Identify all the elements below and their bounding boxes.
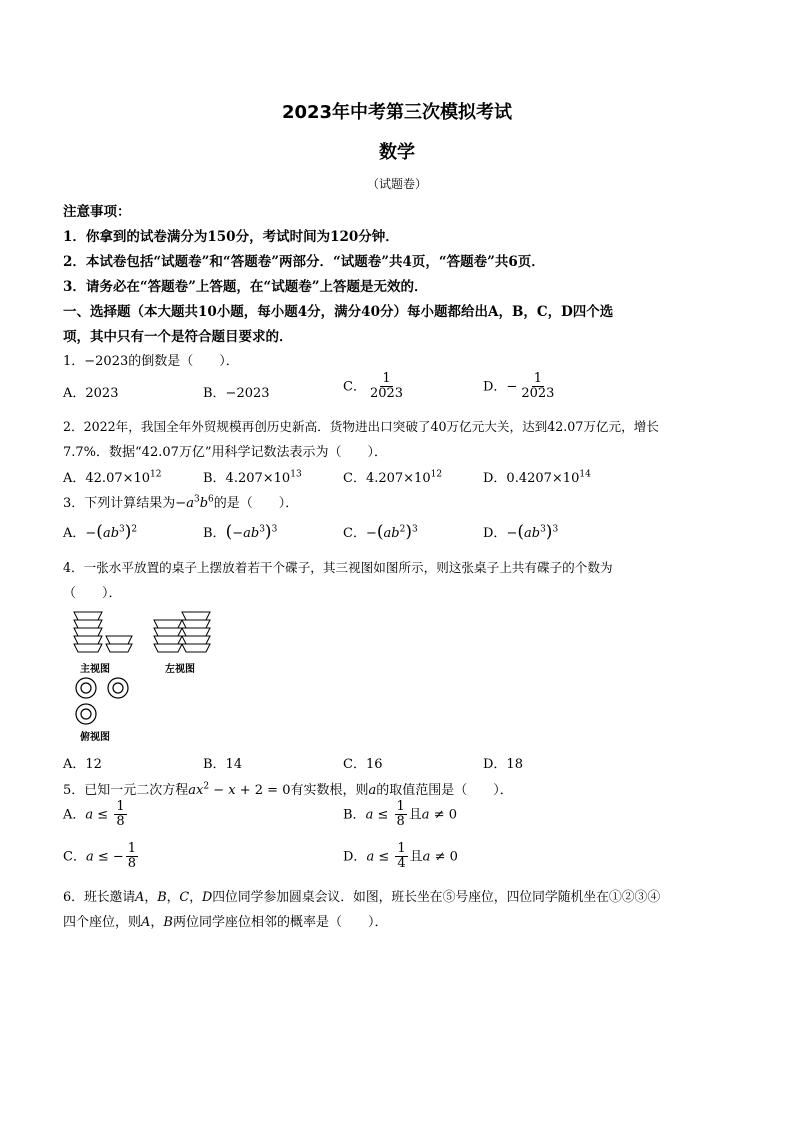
q3-stem-post: 的是（ ）． xyxy=(213,496,299,511)
front-view-right-stack xyxy=(106,636,132,652)
q4-option-c: C．16 xyxy=(343,757,383,772)
q5-b-numerator: 1 xyxy=(396,799,405,814)
q6-line1-mid: 四位同学参加圆桌会议．如图，班长坐在⑤号座位，四位同学随机坐在①②③④ xyxy=(212,890,661,905)
q3-option-c: C．$-(ab^2)^3$ xyxy=(343,522,418,542)
q5-stem-mid: 有实数根，则 xyxy=(290,783,369,798)
section1-line2: 项，其中只有一个是符合题目要求的． xyxy=(63,329,293,345)
top-view-circles xyxy=(76,678,128,724)
q6-line2: 四个座位，则A，B两位同学座位相邻的概率是（ ）． xyxy=(63,915,388,930)
q1-option-c-label: C． xyxy=(343,379,366,395)
q5-option-b: B．a ≤ $\frac{1}{8}$ 且a ≠ 0 xyxy=(343,799,457,830)
front-view-label: 主视图 xyxy=(80,664,110,675)
front-view-left-stack xyxy=(74,612,102,652)
q1-stem: 1．−2023的倒数是（ ）． xyxy=(63,354,239,369)
q2-line1: 2．2022年，我国全年外贸规模再创历史新高．货物进出口突破了40万亿元大关，达到42.07万亿元，增长 xyxy=(63,419,659,434)
q5-b-denominator: 8 xyxy=(396,814,405,830)
q4-option-d: D．18 xyxy=(483,757,523,772)
q5-stem: 5．已知一元二次方程$ax^2 - x + 2 = 0$有实数根，则a的取值范围是（ ）． xyxy=(63,781,513,798)
q1-option-a: A．2023 xyxy=(63,386,119,401)
q2-c-text: C．4.207×10 xyxy=(343,471,431,486)
q4-line2: （ ）． xyxy=(63,586,122,601)
q1-d-numerator: 1 xyxy=(533,371,543,386)
q3-d-label: D． xyxy=(483,526,507,541)
plates-three-views-figure xyxy=(70,608,220,748)
exam-title: 2023年中考第三次模拟考试 xyxy=(281,102,513,123)
q3-stem-pre: 3．下列计算结果为 xyxy=(63,496,176,511)
q2-c-exponent: 12 xyxy=(430,469,443,480)
q5-c-fraction xyxy=(126,842,138,872)
q1-d-denominator: 2023 xyxy=(521,386,555,402)
q5-b-fraction xyxy=(395,800,407,830)
q5-d-label: D． xyxy=(343,849,367,865)
q5-a-numerator: 1 xyxy=(116,799,125,814)
q1-option-c xyxy=(343,372,407,402)
q5-a-label: A． xyxy=(63,807,86,823)
q5-stem-post: 的取值范围是（ ）． xyxy=(376,783,513,798)
q3-option-d: D．$-(ab^3)^3$ xyxy=(483,522,559,542)
note-1: 1．你拿到的试卷满分为150分，考试时间为120分钟． xyxy=(63,229,399,245)
subject-title: 数学 xyxy=(379,142,415,163)
q5-a-denominator: 8 xyxy=(116,814,125,830)
q1-c-numerator: 1 xyxy=(382,371,391,386)
q6-line1-pre: 6．班长邀请 xyxy=(63,890,136,905)
note-2: 2．本试卷包括“试题卷”和“答题卷”两部分．“试题卷”共4页，“答题卷”共6页． xyxy=(63,254,545,270)
q5-option-c: C．a ≤ − $\frac{1}{8}$ xyxy=(63,841,137,872)
q5-equation: $ax^2 - x + 2 = 0$ xyxy=(188,781,291,798)
q1-option-d-fraction xyxy=(519,372,556,402)
q2-d-exponent: 14 xyxy=(579,469,591,480)
q3-a-label: A． xyxy=(63,526,86,541)
q1-option-c-fraction xyxy=(368,372,405,402)
q5-d-numerator: 1 xyxy=(397,841,406,856)
q5-d-denominator: 4 xyxy=(397,856,406,872)
q5-c-label: C． xyxy=(63,849,86,865)
q2-b-text: B．4.207×10 xyxy=(203,471,291,486)
side-view-right-stack xyxy=(182,612,210,652)
q1-option-d xyxy=(483,372,558,402)
q1-option-b: B．−2023 xyxy=(203,386,270,401)
section1-line1: 一、选择题（本大题共10小题，每小题4分，满分40分）每小题都给出A，B，C，D四个选 xyxy=(63,304,614,320)
q3-option-a: A．$-(ab^3)^2$ xyxy=(63,522,138,542)
q6-line2-post: 两位同学座位相邻的概率是（ ）． xyxy=(172,915,388,930)
q2-a-text: A．42.07×10 xyxy=(63,471,151,486)
q1-option-d-label: D．− xyxy=(483,379,518,395)
q2-option-c xyxy=(343,467,442,486)
q5-c-denominator: 8 xyxy=(127,856,137,872)
q5-d-and: 且 xyxy=(409,849,423,865)
side-view-label: 左视图 xyxy=(165,664,195,675)
q5-option-d: D．a ≤ $\frac{1}{4}$ 且a ≠ 0 xyxy=(343,841,458,872)
notes-heading: 注意事项： xyxy=(63,204,131,220)
q2-b-exponent: 13 xyxy=(290,469,302,480)
q5-option-a: A．a ≤ $\frac{1}{8}$ xyxy=(63,799,125,830)
top-view-label: 俯视图 xyxy=(80,732,110,743)
side-view-left-stack xyxy=(154,620,182,652)
q3-stem xyxy=(63,492,298,511)
q4-line1: 4．一张水平放置的桌子上摆放着若干个碟子，其三视图如图所示，则这张桌子上共有碟子的个数为 xyxy=(63,560,613,575)
q1-c-denominator: 2023 xyxy=(369,386,404,402)
q2-option-b xyxy=(203,467,302,486)
q2-a-exponent: 12 xyxy=(150,469,162,480)
q4-option-a: A．12 xyxy=(63,757,102,772)
q6-line2-pre: 四个座位，则 xyxy=(63,915,142,930)
q2-d-text: D．0.4207×10 xyxy=(483,471,580,486)
q3-b-label: B． xyxy=(203,526,226,541)
q2-option-a xyxy=(63,467,162,486)
q5-b-label: B． xyxy=(343,807,366,823)
note-3: 3．请务必在“答题卷”上答题，在“试题卷”上答题是无效的． xyxy=(63,279,428,295)
q6-line1: 6．班长邀请A，B，C，D四位同学参加圆桌会议．如图，班长坐在⑤号座位，四位同学随机坐在①②③④ xyxy=(63,890,661,905)
q5-c-numerator: 1 xyxy=(127,841,137,856)
q3-expression: $-a^3b^6$ xyxy=(175,494,214,511)
q3-option-b: B．$(-ab^3)^3$ xyxy=(203,522,278,542)
q2-option-d xyxy=(483,467,591,486)
q5-a-fraction xyxy=(114,800,126,830)
subtitle: （试题卷） xyxy=(366,177,427,191)
q3-c-label: C． xyxy=(343,526,366,541)
q5-stem-pre: 5．已知一元二次方程 xyxy=(63,783,189,798)
q5-b-and: 且 xyxy=(408,807,422,823)
q2-line2: 7.7%．数据“42.07万亿”用科学记数法表示为（ ）． xyxy=(63,445,388,460)
q5-d-fraction xyxy=(395,842,407,872)
q4-option-b: B．14 xyxy=(203,757,243,772)
